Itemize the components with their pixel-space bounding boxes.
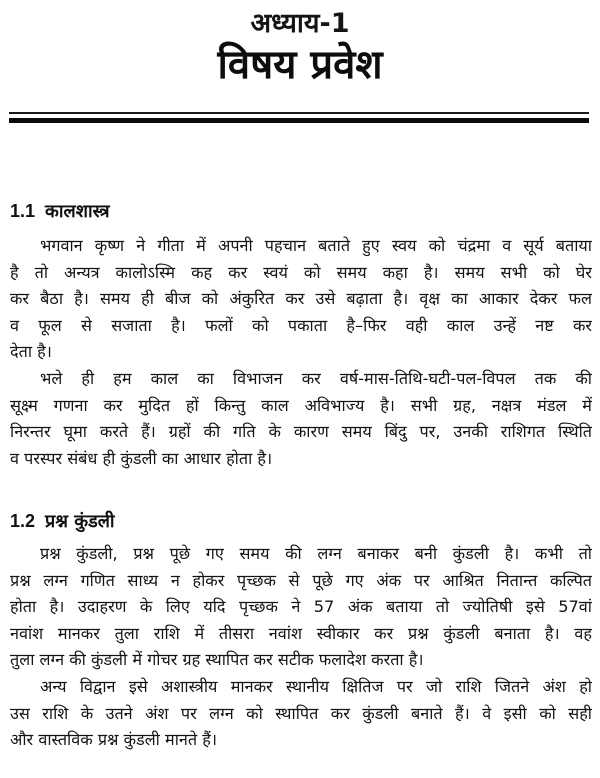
text-line: भगवान कृष्ण ने गीता में अपनी पहचान बताते हुए स्वय को चंद्रमा व सूर्य बताया — [40, 236, 592, 255]
text-line: होता है। उदाहरण के लिए यदि पृच्छक ने 57 अंक बताया तो ज्योतिषी इसे 57वां — [10, 597, 592, 617]
text-line: और वास्तविक प्रश्न कुंडली मानते हैं। — [10, 730, 217, 750]
chapter-label: अध्याय-1 — [250, 8, 350, 39]
text-line: प्रश्न कुंडली, प्रश्न पूछे गए समय की लग्न बनाकर बनी कुंडली है। कभी तो — [40, 544, 592, 563]
section-number: 1.1 — [10, 201, 36, 221]
section-number: 1.2 — [10, 511, 36, 531]
paragraph-1-2-a — [10, 541, 592, 674]
text-line: तुला लग्न की कुंडली में गोचर ग्रह स्थापित कर सटीक फलादेश करता है। — [10, 650, 424, 670]
text-line: भले ही हम काल का विभाजन कर वर्ष-मास-तिथि-घटी-पल-विपल तक की — [40, 369, 592, 388]
divider-thin — [9, 112, 589, 114]
section-heading-1-2 — [10, 508, 115, 535]
text-line: निरन्तर घूमा करते हैं। ग्रहों की गति के कारण समय बिंदु पर, उनकी राशिगत स्थिति — [10, 422, 592, 442]
text-line: अन्य विद्वान इसे अशास्त्रीय मानकर स्थानीय क्षितिज पर जो राशि जितने अंश हो — [40, 677, 592, 696]
text-line: व परस्पर संबंध ही कुंडली का आधार होता है। — [10, 448, 273, 468]
text-line: देता है। — [10, 342, 52, 362]
section-title: प्रश्न कुंडली — [45, 511, 115, 532]
text-line: नवांश मानकर तुला राशि में तीसरा नवांश स्वीकार कर प्रश्न कुंडली बनाता है। वह — [10, 623, 592, 643]
text-line: है तो अन्यत्र कालोऽस्मि कह कर स्वयं को समय कहा है। समय सभी को घेर — [10, 262, 592, 282]
paragraph-1-2-b — [10, 674, 592, 754]
text-line: व फूल से सजाता है। फलों को पकाता है–फिर वही काल उन्हें नष्ट कर — [10, 315, 592, 335]
paragraph-1-1-b — [10, 366, 592, 472]
text-line: सूक्ष्म गणना कर मुदित हों किन्तु काल अविभाज्य है। सभी ग्रह, नक्षत्र मंडल में — [10, 395, 592, 415]
text-line: कर बैठा है। समय ही बीज को अंकुरित कर उसे बढ़ाता है। वृक्ष का आकार देकर फल — [10, 289, 592, 309]
section-title: कालशास्त्र — [45, 201, 110, 222]
paragraph-1-1-a — [10, 233, 592, 366]
text-line: उस राशि के उतने अंश पर लग्न को स्थापित कर कुंडली बनाते हैं। वे इसी को सही — [10, 703, 592, 723]
section-heading-1-1 — [10, 198, 110, 225]
text-line: प्रश्न लग्न गणित साध्य न होकर पृच्छक से पूछे गए अंक पर आश्रित नितान्त कल्पित — [10, 570, 592, 590]
divider-thick — [9, 118, 589, 123]
chapter-title: विषय प्रवेश — [217, 42, 383, 88]
